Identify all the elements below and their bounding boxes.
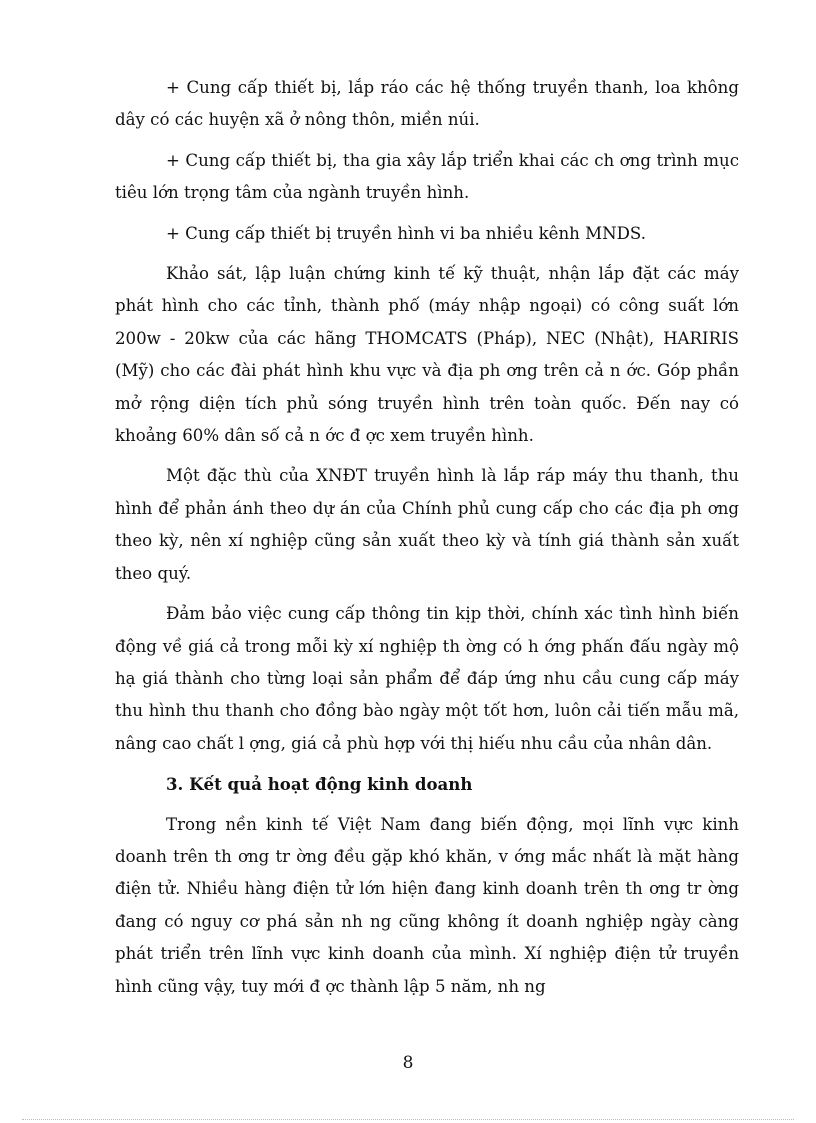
section-heading: 3. Kết quả hoạt động kinh doanh [166,774,473,795]
paragraph-equipment-programs: + Cung cấp thiết bị, tha gia xây lắp triển khai các ch ơng trình mục tiêu lớn trọng tâm của ngành truyền hình. [115,150,739,203]
page-bottom-divider [22,1119,794,1120]
page-number: 8 [402,1053,414,1073]
paragraph-survey-transmitters: Khảo sát, lập luận chứng kinh tế kỹ thuật, nhận lắp đặt các máy phát hình cho các tỉnh, thành phố (máy nhập ngoại) có công suất lớn 200w - 20kw của các hãng THOMCATS (Pháp), NEC (Nhật), HARIRIS (Mỹ) cho các đài phát hình khu vực và địa ph ơng trên cả n ớc. Góp phần mở rộng diện tích phủ sóng truyền hình trên toàn quốc. Đến nay có khoảng 60% dân số cả n ớc đ ợc xem truyền hình. [115,264,739,446]
paragraph-assembly-characteristic: Một đặc thù của XNĐT truyền hình là lắp ráp máy thu thanh, thu hình để phản ánh theo dự án của Chính phủ cung cấp cho các địa ph ơng theo kỳ, nên xí nghiệp cũng sản xuất theo kỳ và tính giá thành sản xuất theo quý. [115,466,739,583]
document-body [115,72,739,1011]
paragraph-business-results: Trong nền kinh tế Việt Nam đang biến động, mọi lĩnh vực kinh doanh trên th ơng tr ờng đều gặp khó khăn, v ớng mắc nhất là mặt hàng điện tử. Nhiều hàng điện tử lớn hiện đang kinh doanh trên th ơng tr ờng đang có nguy cơ phá sản nh ng cũng không ít doanh nghiệp ngày càng phát triển trên lĩnh vực kinh doanh của mình. Xí nghiệp điện tử truyền hình cũng vậy, tuy mới đ ợc thành lập 5 năm, nh ng [115,814,739,996]
paragraph-equipment-mnds: + Cung cấp thiết bị truyền hình vi ba nhiều kênh MNDS. [166,223,646,243]
paragraph-information-supply: Đảm bảo việc cung cấp thông tin kịp thời, chính xác tình hình biến động về giá cả trong mỗi kỳ xí nghiệp th ờng có h ớng phấn đấu ngày mộ hạ giá thành cho từng loại sản phẩm để đáp ứng nhu cầu cung cấp máy thu hình thu thanh cho đồng bào ngày một tốt hơn, luôn cải tiến mẫu mã, nâng cao chất l ợng, giá cả phù hợp với thị hiếu nhu cầu của nhân dân. [115,604,739,753]
paragraph-equipment-loudspeakers: + Cung cấp thiết bị, lắp ráo các hệ thống truyền thanh, loa không dây có các huyện xã ở nông thôn, miền núi. [115,78,739,130]
